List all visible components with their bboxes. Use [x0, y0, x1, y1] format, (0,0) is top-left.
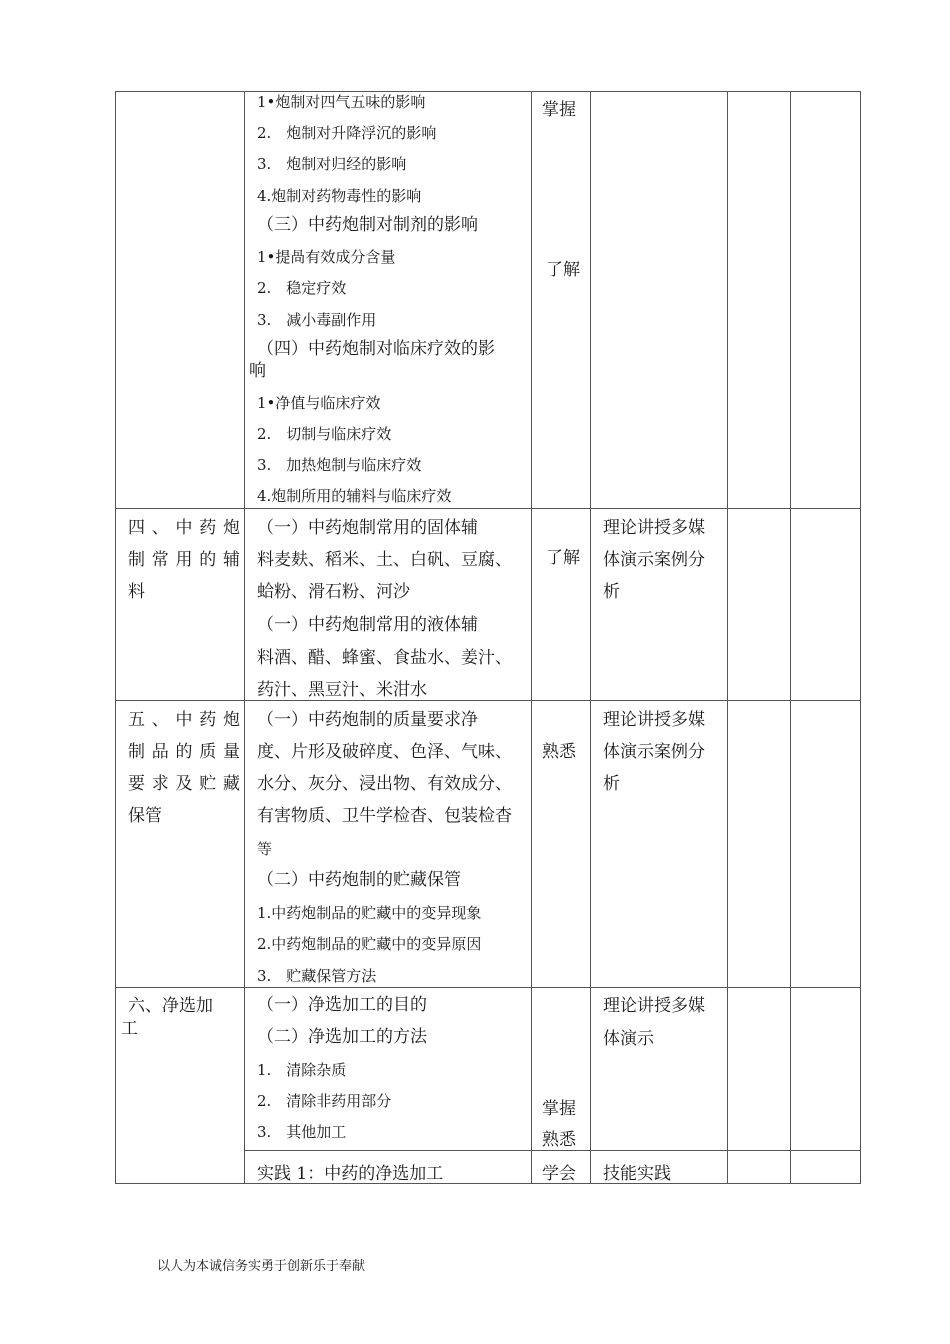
method-line: 理论讲授多媒	[603, 518, 705, 538]
list-item: 2. 切制与临床疗效	[257, 425, 392, 443]
chapter-title-line: 要求及贮藏	[128, 774, 240, 794]
section-heading: （一）净选加工的目的	[257, 995, 427, 1015]
list-item: 2.中药炮制品的贮藏中的变异原因	[257, 935, 482, 953]
list-item: 4.炮制对药物毒性的影响	[257, 187, 422, 205]
list-item: 2. 清除非药用部分	[257, 1092, 392, 1110]
section-heading: （三）中药炮制对制剂的影响	[257, 215, 478, 235]
section-heading: （四）中药炮制对临床疗效的影	[257, 339, 495, 359]
method-line: 理论讲授多媒	[603, 710, 705, 730]
practice-item: 实践 1：中药的净选加工	[257, 1164, 444, 1184]
content-line: 蛤粉、滑石粉、河沙	[257, 582, 410, 602]
list-item: 1. 清除杂质	[257, 1061, 347, 1079]
list-item: 4.炮制所用的辅料与临床疗效	[257, 487, 452, 505]
level-label: 熟悉	[542, 1130, 576, 1150]
row-divider	[115, 508, 860, 509]
list-item: 3. 其他加工	[257, 1123, 347, 1141]
table-border-bottom	[115, 1183, 860, 1184]
row-divider	[115, 987, 860, 988]
level-label: 熟悉	[542, 742, 576, 762]
content-line: 料麦麸、稻米、土、白矾、豆腐、	[257, 550, 512, 570]
list-item: 3. 炮制对归经的影响	[257, 155, 407, 173]
section-heading: （二）净选加工的方法	[257, 1027, 427, 1047]
content-line: 有害物质、卫牛学检杳、包装检杳	[257, 806, 512, 826]
table-border-top	[115, 91, 860, 92]
list-item: 3. 减小毒副作用	[257, 311, 377, 329]
method-line: 体演示案例分	[603, 742, 705, 762]
chapter-title-line: 制常用的辅	[128, 550, 240, 570]
method-line: 体演示	[603, 1029, 654, 1049]
chapter-title	[128, 704, 240, 832]
method-line: 技能实践	[603, 1164, 671, 1184]
chapter-title-line: 料	[128, 582, 145, 602]
list-item: 2. 稳定疗效	[257, 279, 347, 297]
content-line: 料酒、醋、蜂蜜、食盐水、姜汁、	[257, 648, 512, 668]
method-line: 理论讲授多媒	[603, 996, 705, 1016]
section-heading: （二）中药炮制的贮藏保管	[257, 870, 461, 890]
content-line: 度、片形及破碎度、色泽、气味、	[257, 742, 512, 762]
level-label: 了解	[546, 260, 580, 280]
method-line: 析	[603, 774, 620, 794]
column-divider	[727, 91, 728, 1184]
row-divider	[244, 1150, 860, 1151]
method-line: 析	[603, 582, 620, 602]
chapter-title-line: 保管	[128, 806, 162, 826]
chapter-title-line: 五、中药炮	[128, 710, 240, 730]
content-line: 药汁、黑豆汁、米泔水	[257, 680, 427, 700]
list-item: 1•提咼有效成分含量	[257, 248, 396, 266]
method-line: 体演示案例分	[603, 550, 705, 570]
list-item: 1•净值与临床疗效	[257, 394, 381, 412]
chapter-title-line: 工	[121, 1019, 138, 1039]
level-label: 了解	[546, 548, 580, 568]
list-item: 1.中药炮制品的贮藏中的变异现象	[257, 904, 482, 922]
table-border-right	[860, 91, 861, 1184]
level-label: 学会	[542, 1164, 576, 1184]
content-line: （一）中药炮制常用的固体辅	[257, 518, 478, 538]
content-line: （一）中药炮制常用的液体辅	[257, 615, 478, 635]
level-label: 掌握	[542, 1099, 576, 1119]
content-line: （一）中药炮制的质量要求净	[257, 710, 478, 730]
chapter-title-line: 制品的质量	[128, 742, 240, 762]
column-divider	[244, 91, 245, 1184]
chapter-title-line: 四、中药炮	[128, 518, 240, 538]
chapter-title	[128, 512, 240, 608]
list-item: 3. 贮藏保管方法	[257, 967, 377, 985]
column-divider	[531, 91, 532, 1184]
list-item: 3. 加热炮制与临床疗效	[257, 456, 422, 474]
content-line: 水分、灰分、浸出物、有效成分、	[257, 774, 512, 794]
section-heading-cont: 响	[249, 361, 266, 381]
footer-motto: 以人为本诚信务实勇于创新乐于奉献	[157, 1259, 366, 1274]
row-divider	[115, 700, 860, 701]
column-divider	[790, 91, 791, 1184]
content-line: 等	[257, 840, 273, 858]
list-item: 2. 炮制对升降浮沉的影响	[257, 124, 437, 142]
table-border-left	[115, 91, 116, 1184]
level-label: 掌握	[542, 100, 576, 120]
chapter-title-line: 六、净选加	[128, 996, 213, 1016]
list-item: 1•炮制对四气五味的影响	[257, 93, 426, 111]
column-divider	[590, 91, 591, 1184]
